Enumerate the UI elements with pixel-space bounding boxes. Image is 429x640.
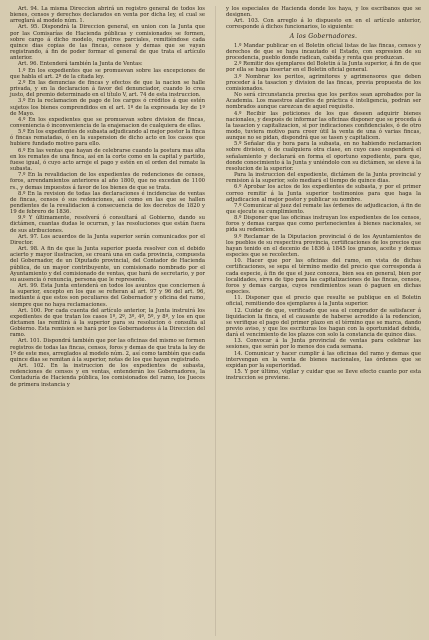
paragraph: 6.º Aprobar los actos de los expedientes de subasta, y por el primer correo remitir á la Junta superior testimonios para que haga la adjudicacion al mejor postor y publicar su nombre.: [226, 184, 421, 203]
paragraph: 8.º Disponer que las oficinas instruyan los expedientes de los censos, foros y demas cargas que como pertenecientes á bienes nacionales, se pida su redencion.: [226, 215, 421, 234]
right-column: [226, 6, 421, 636]
paragraph: y los especiales de Hacienda donde los haya, y los escribanos que se designen.: [226, 6, 421, 19]
paragraph: 5.º Señalar dia y hora para la subasta, en no habiendo reclamacion sobre division, ó de cualquiera otra clase, en cuyo caso suspenderá el señalamiento y declarará en forma el oportuno expediente, para que, donde conocimiento á la Junta y uniéndolo con su dictámen, se eleve á la resolucion de la superior.: [226, 141, 421, 172]
left-column: [10, 6, 205, 636]
paragraph: 7.º En la revalidacion de los expedientes de redenciones de censos, foros, arrendamientos anteriores al año 1800, que no excedan de 1100 rs., y demas impuestos á favor de los bienes de que se trata.: [10, 172, 205, 191]
paragraph: No será circunstancia precisa que los peritos sean aprobados por la Academia. Los maestros alarifes de práctica é inteligencia, podrán ser nombrados aunque carezcan de aquel requisito.: [226, 92, 421, 111]
paragraph: 13. Convocar á la Junta provincial de ventas para celebrar las sesiones, que serán por lo menos dos cada semana.: [226, 338, 421, 351]
paragraph: Art. 101. Dispondrá también que por las oficinas del mismo se formen registros de todas las fincas, censos, foros y demas de que trata la ley de 1º de este mes, arreglados al modelo núm. 2, así como también que cada quince dias se remitan á la superior, notas de los que hayan registrado.: [10, 338, 205, 363]
paragraph: Art. 103. Con arreglo á lo dispuesto en en el artículo anterior, corresponde á dichos funcionarios, lo siguiente:: [226, 18, 421, 31]
paragraph: 1.º En los expedientes que se promuevan sobre las excepciones de que habla el art. 2º de la citada ley.: [10, 67, 205, 80]
paragraph: Art. 97. Los acuerdos de la Junta superior serán comunicados por el Director.: [10, 233, 205, 246]
paragraph: Art. 100. Por cada cuenta del artículo anterior, la Junta instruirá los expedientes de que tratan los casos 1º, 2º, 3º, 4º, 5º, y 8º, y los en que dictamen las remitirá á la superior para su resolucion ó consulta al Gobierno. Esta remision se hará por los Gobernadores á la Direccion del ramo.: [10, 307, 205, 339]
paragraph: 4.º Recibir las peticiones de los que deseen adquirir bienes nacionales, y después de informar las oficinas disponer que se proceda á la tasacion y capitalizacion, si por indicaciones confidenciales, ó de otro modo, tuviera motivo para creer útil la venta de una ó varias fincas, aunque no se pidan, dispondrá que se tasen y capitalicen.: [226, 110, 421, 142]
paragraph: 4.º En los expedientes que se promuevan sobre division de fincas, conveniencia ó inconveniencia de la enajenacion de cualquiera de ellas.: [10, 116, 205, 129]
paragraph: 2.º Remitir dos ejemplares del Boletin á la Junta superior, á fin de que por ella se haga insertar en el Boletin oficial general.: [226, 61, 421, 74]
paragraph: Art. 94. La misma Direccion abrirá un registro general de todos los bienes, censos y derechos declarados en venta por dicha ley, el cual se arreglará al modelo núm. 1.: [10, 6, 205, 25]
paragraph: 14. Comunicar y hacer cumplir á las oficinas del ramo y demas que intervengan en la venta de bienes nacionales, las órdenes que se expidan por la superioridad.: [226, 350, 421, 369]
paragraph: 10. Hacer que por las oficinas del ramo, en vista de dichas certificaciones, se sepa el término medio del precio que corresponda á cada especie, á fin de que el juez conozca, bien sea en general, bien por localidades, sirva de tipo para las capitalizaciones de las fincas, censos, foros y demas cargas, cuyos rendimientos sean ó paguen en dichas especies.: [226, 258, 421, 296]
paragraph: Art. 96. Entenderá también la Junta de Ventas:: [18, 61, 143, 68]
paragraph: 2.º En las denuncias de fincas y efectos de que la nacion se halle privada, y en la declaracion á favor del denunciador, cuando lo crea justo, del premio determinado en el título V, art. 74 de esta instruccion.: [10, 79, 205, 99]
paragraph: 9.º Reclamar de la Diputacion provincial ó de los Ayuntamientos de los pueblos de su respectiva provincia, certificaciones de los precios que hayan tenido en el decenio de 1836 á 1845 los granos, aceite y demas especies que se recolecten.: [226, 233, 421, 259]
paragraph: 11. Disponer que el precio que resulte se publique en el Boletin oficial, remitiendo dos ejemplares á la Junta superior.: [226, 295, 421, 308]
paragraph: 3.º En la reclamacion de pago de los cargos ó créditos á que estén sujetos los bienes comprendidos en el art. 1º de la expresada ley de 1º de Mayo.: [10, 98, 205, 117]
two-column-layout: [10, 6, 421, 636]
paragraph: Para la instruccion del expediente, dictámen de la Junta provincial y remision á la superior, solo mediará el tiempo de quince dias.: [226, 172, 421, 185]
paragraph: 9.º Y últimamente, resolverá ó consultará al Gobierno, dando su dictámen, cuantas dudas le ocurran, y las resoluciones que están fuera de sus atribuciones.: [10, 215, 205, 234]
paragraph: 6.º En las ventas que hayan de celebrarse cuando la postura mas alta en los remates de una finca, así en la corte como en la capital y partido, fuese igual, ó cuyo acto arroje el pago y estén en el orden del remate la subasta.: [10, 147, 205, 173]
paragraph: 12. Cuidar de que, verificado que sea el comprador de satisfacer á liquidacion la finca, el el causante de haberse acredido á la redencion, se verifique el pago del primer plazo en el término que se marca, dando previo aviso, y que los escrituras los hagan con la oportunidad debida, dará el vencimiento de los plazos con solo la constancia de quince dias.: [226, 307, 421, 339]
paragraph: Art. 99. Esta Junta entenderá en todos los asuntos que conciernen á la superior, excepto en los que se refieran al art. 97 y 96 del art. 96, mediante á que estos son peculiares del Gobernador y oficina del ramo, siempre que no haya reclamaciones.: [10, 283, 205, 308]
paragraph: 3.º Nombrar los peritos, agrimitores y agrimensores que deben proceder á la tasacion y division de las fincas, previa propuesta de los comisionados.: [226, 73, 421, 92]
paragraph: 8.º En la revision de todas las declaraciones é incidencias de ventas de fincas, censos ó sus redenciones, así como en las que se hallen pendientes de la revalidacion á consecuencia de los decretos de 1820 y 19 de febrero de 1836.: [10, 190, 205, 216]
paragraph: 5.º En los expedientes de subasta adjudicando al mejor postor la finca ó fincas rematadas, ó en la suspension de dicho acto en los casos que hubiere fundado motivo para ello.: [10, 129, 205, 148]
paragraph: 15. Y por último, vigilar y cuidar que se lleve efecto cuanto por esta instruccion se previene.: [226, 369, 421, 382]
paragraph: Art. 102. En la instruccion de los expedientes de subasta, redenciones de censos y en ventas, entenderán los Gobernadores, la Contaduría de Hacienda pública, los comisionados del ramo, los Jueces de primera instancia y: [10, 363, 205, 388]
paragraph: 7.º Comunicar al juez del remate las órdenes de adjudicacion, á fin de que ejecute su cumplimiento.: [226, 202, 421, 215]
paragraph: Art. 95. Dispondrá la Direccion general, en union con la Junta que por las Comisarías de Hacienda públicas y comisionados se formen, sobre cargo á dicho modelo, registros parciales, remitiéndose cada quince dias copias de las fincas, censos y demas que se vayan registrando, á fin de poder formar el general de que trata el artículo anterior.: [10, 24, 205, 62]
column-gutter: [215, 6, 216, 636]
section-heading: A los Gobernadores.: [289, 32, 358, 40]
paragraph: 1.º Mandar publicar en el Boletin oficial listas de las fincas, censos y derechos de que se haya incautado el Estado, con expresion de su procedencia, pueblo donde radican, cabida y renta que produzcan.: [226, 42, 421, 62]
paragraph: Art. 98. A fin de que la Junta superior pueda resolver con el debido acierto y mayor ilustracion, se creará una en cada provincia, compuesta del Gobernador, de un Diputado provincial, del Contador de Hacienda pública, de un mayor contribuyente, un comisionado nombrado por el Ayuntamiento y del comisionado de ventas, que hará de secretario, y por su ausencia ó renuncia, persona que le represente.: [10, 246, 205, 283]
